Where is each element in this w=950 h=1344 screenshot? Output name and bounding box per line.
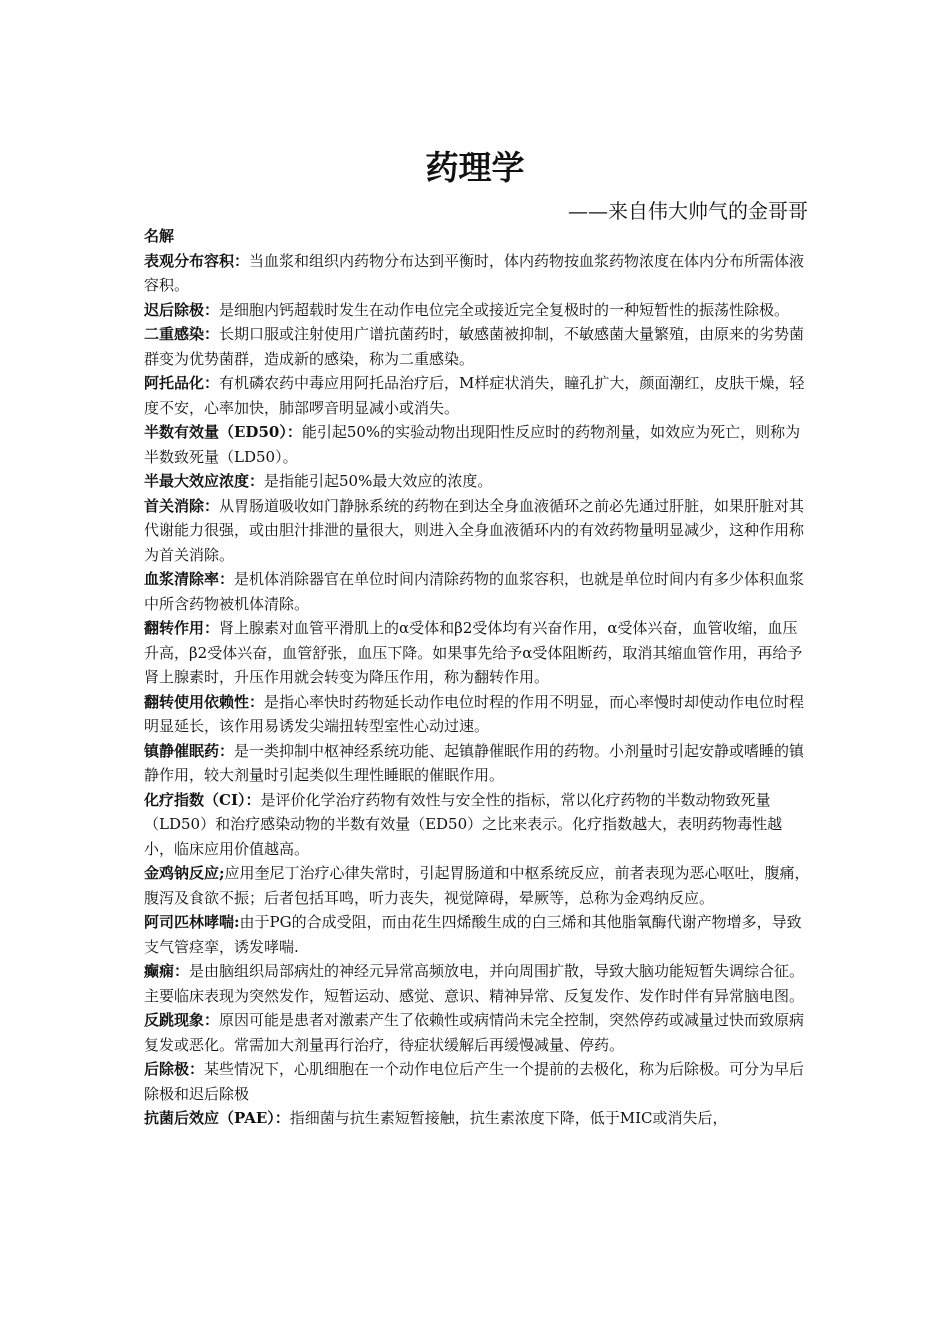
glossary-entry <box>144 1057 812 1106</box>
glossary-term: 反跳现象： <box>144 1011 220 1029</box>
glossary-definition: 某些情况下，心肌细胞在一个动作电位后产生一个提前的去极化，称为后除极。可分为早后除极和迟后除极 <box>144 1060 805 1103</box>
glossary-entry <box>144 371 812 420</box>
glossary-term: 后除极： <box>144 1060 205 1078</box>
glossary-entry <box>144 959 812 1008</box>
glossary-entry <box>144 567 812 616</box>
glossary-term: 化疗指数（CI）： <box>144 790 261 809</box>
glossary-definition: 是指能引起50%最大效应的浓度。 <box>264 472 493 490</box>
glossary-entry <box>144 910 812 959</box>
glossary-entry <box>144 1106 812 1131</box>
glossary-definition: 原因可能是患者对激素产生了依赖性或病情尚未完全控制，突然停药或减量过快而致原病复发或恶化。常需加大剂量再行治疗，待症状缓解后再缓慢减量、停药。 <box>144 1011 805 1054</box>
glossary-entry <box>144 494 812 568</box>
glossary-term: 迟后除极： <box>144 300 220 319</box>
glossary-term: 半数有效量（ED50）： <box>144 423 302 441</box>
glossary-term: 阿司匹林哮喘: <box>144 913 240 931</box>
glossary-term: 血浆清除率： <box>144 570 235 588</box>
glossary-term: 镇静催眠药： <box>144 741 235 760</box>
glossary-definition: 长期口服或注射使用广谱抗菌药时，敏感菌被抑制，不敏感菌大量繁殖，由原来的劣势菌群变为优势菌群，造成新的感染，称为二重感染。 <box>144 325 805 368</box>
glossary-definition: 是由脑组织局部病灶的神经元异常高频放电，并向周围扩散，导致大脑功能短暂失调综合征。主要临床表现为突然发作，短暂运动、感觉、意识、精神异常、反复发作、发作时伴有异常脑电图。 <box>144 962 805 1005</box>
glossary-entry <box>144 469 812 494</box>
glossary-entry <box>144 788 812 862</box>
glossary-definition: 能引起50%的实验动物出现阳性反应时的药物剂量，如效应为死亡，则称为半数致死量（LD50）。 <box>144 423 801 466</box>
glossary-entry <box>144 420 812 469</box>
glossary-term: 首关消除： <box>144 496 220 515</box>
glossary-definition: 由于PG的合成受阻，而由花生四烯酸生成的白三烯和其他脂氧酶代谢产物增多，导致支气管痉挛，诱发哮喘. <box>144 913 802 956</box>
glossary-term: 癫痫： <box>144 962 190 980</box>
glossary-list <box>144 249 812 1131</box>
glossary-entry <box>144 1008 812 1057</box>
glossary-definition: 当血浆和组织内药物分布达到平衡时，体内药物按血浆药物浓度在体内分布所需体液容积。 <box>144 251 805 294</box>
glossary-definition: 应用奎尼丁治疗心律失常时，引起胃肠道和中枢系统反应，前者表现为恶心呕吐，腹痛，腹泻及食欲不振；后者包括耳鸣，听力丧失，视觉障碍，晕厥等，总称为金鸡纳反应。 <box>144 864 810 907</box>
glossary-term: 二重感染： <box>144 325 220 343</box>
glossary-entry <box>144 739 812 788</box>
glossary-definition: 有机磷农药中毒应用阿托品治疗后，M样症状消失，瞳孔扩大，颜面潮红，皮肤干燥，轻度不安，心率加快，肺部啰音明显减小或消失。 <box>144 374 805 417</box>
glossary-definition: 是细胞内钙超载时发生在动作电位完全或接近完全复极时的一种短暂性的振荡性除极。 <box>219 300 790 319</box>
glossary-definition: 从胃肠道吸收如门静脉系统的药物在到达全身血液循环之前必先通过肝脏，如果肝脏对其代谢能力很强，或由胆汁排泄的量很大，则进入全身血液循环内的有效药物量明显减少，这种作用称为首关消除。 <box>144 496 805 564</box>
glossary-term: 金鸡钠反应; <box>144 864 225 882</box>
glossary-definition: 肾上腺素对血管平滑肌上的α受体和β2受体均有兴奋作用，α受体兴奋，血管收缩，血压升高，β2受体兴奋，血管舒张，血压下降。如果事先给予α受体阻断药，取消其缩血管作用，再给予肾上腺素时，升压作用就会转变为降压作用，称为翻转作用。 <box>144 619 803 686</box>
glossary-definition: 是指心率快时药物延长动作电位时程的作用不明显，而心率慢时却使动作电位时程明显延长，该作用易诱发尖端扭转型室性心动过速。 <box>144 692 805 735</box>
glossary-definition: 是评价化学治疗药物有效性与安全性的指标，常以化疗药物的半数动物致死量（LD50）和治疗感染动物的半数有效量（ED50）之比来表示。化疗指数越大，表明药物毒性越小，临床应用价值越高。 <box>144 790 783 858</box>
glossary-entry <box>144 298 812 323</box>
glossary-definition: 指细菌与抗生素短暂接触，抗生素浓度下降，低于MIC或消失后， <box>289 1109 728 1127</box>
glossary-definition: 是一类抑制中枢神经系统功能、起镇静催眠作用的药物。小剂量时引起安静或嗜睡的镇静作用，较大剂量时引起类似生理性睡眠的催眠作用。 <box>144 741 805 784</box>
glossary-term: 半最大效应浓度： <box>144 472 265 490</box>
glossary-entry <box>144 616 812 690</box>
glossary-entry <box>144 861 812 910</box>
glossary-term: 阿托品化： <box>144 374 220 392</box>
glossary-term: 翻转作用： <box>144 619 220 637</box>
glossary-term: 抗菌后效应（PAE）： <box>144 1109 290 1127</box>
glossary-term: 翻转使用依赖性： <box>144 692 265 711</box>
glossary-entry <box>144 249 812 298</box>
glossary-entry <box>144 690 812 739</box>
glossary-term: 表观分布容积： <box>144 251 250 270</box>
document-title: 药理学 <box>425 148 525 187</box>
glossary-entry <box>144 322 812 371</box>
document-subtitle: ——来自伟大帅气的金哥哥 <box>568 199 808 223</box>
document-body <box>144 224 812 1131</box>
glossary-definition: 是机体消除器官在单位时间内清除药物的血浆容积，也就是单位时间内有多少体积血浆中所含药物被机体清除。 <box>144 570 805 613</box>
section-heading: 名解 <box>144 227 175 245</box>
